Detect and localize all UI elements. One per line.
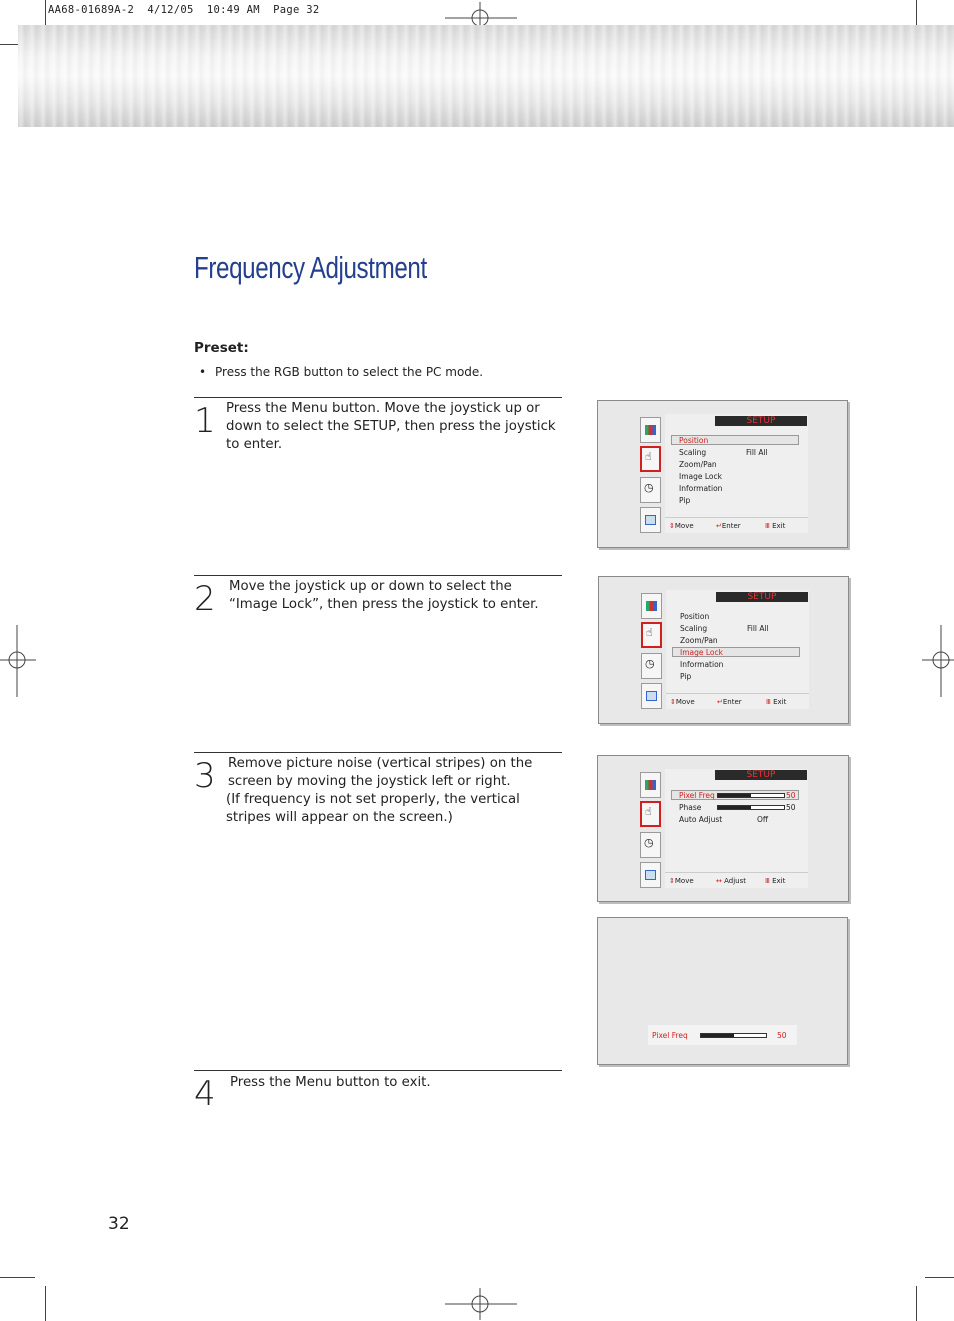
menu-item-position[interactable]: Position (680, 612, 710, 621)
leftright-icon: ↔ (716, 877, 722, 885)
step-number: 4 (194, 1074, 216, 1114)
menu-item-pixel-freq[interactable]: Pixel Freq (679, 791, 715, 800)
crop-mark (925, 1277, 954, 1278)
crop-mark (45, 1286, 46, 1321)
preset-bullet (199, 365, 483, 379)
print-slug: AA68-01689A-2 4/12/05 10:49 AM Page 32 (48, 4, 320, 16)
step-text: Remove picture noise (vertical stripes) on the screen by moving the joystick left or right. (228, 756, 533, 789)
menu-item-pip[interactable]: Pip (679, 496, 691, 505)
osd-screen-image-lock (597, 755, 849, 902)
picture-menu-icon (640, 417, 661, 443)
osd-screen-setup (597, 400, 848, 548)
setup-menu-icon: ☝ (640, 801, 661, 827)
pip-menu-icon (641, 683, 662, 709)
updown-icon: ⇕ (669, 877, 675, 885)
registration-mark-icon (0, 625, 36, 697)
step-text: Move the joystick up or down to select the “Image Lock”, then press the joystick to enter. (229, 579, 539, 612)
picture-menu-icon (641, 593, 662, 619)
setup-menu-icon: ☝ (641, 622, 662, 648)
menu-item-zoom-pan[interactable]: Zoom/Pan (679, 460, 717, 469)
menu-item-information[interactable]: Information (679, 484, 723, 493)
menu-item-image-lock[interactable]: Image Lock (680, 648, 723, 657)
step-note: (If frequency is not set properly, the vertical stripes will appear on the screen.) (226, 792, 520, 825)
footer-enter: ↵Enter (717, 698, 742, 706)
footer-move: ⇕Move (670, 698, 695, 706)
adjust-bar (648, 1025, 797, 1045)
crop-mark (0, 1277, 35, 1278)
scaling-value: Fill All (747, 624, 769, 633)
exit-icon: Ⅲ (765, 522, 770, 530)
adjust-value: 50 (777, 1031, 787, 1040)
pixel-freq-value: 50 (786, 791, 796, 800)
setup-menu-icon: ☝ (640, 446, 661, 472)
page-number: 32 (108, 1214, 130, 1234)
menu-item-image-lock[interactable]: Image Lock (679, 472, 722, 481)
footer-enter: ↵Enter (716, 522, 741, 530)
preset-bullet-text: Press the RGB button to select the PC mode. (215, 365, 484, 379)
step-divider (194, 752, 562, 753)
pixel-freq-slider[interactable] (717, 793, 785, 798)
step-number: 3 (194, 756, 216, 796)
clock-menu-icon: ◷ (641, 653, 662, 679)
registration-mark-icon (922, 625, 954, 697)
exit-icon: Ⅲ (766, 698, 771, 706)
enter-icon: ↵ (717, 698, 723, 706)
exit-icon: Ⅲ (765, 877, 770, 885)
menu-item-information[interactable]: Information (680, 660, 724, 669)
page-title: Frequency Adjustment (194, 250, 427, 285)
footer-exit: Ⅲ Exit (765, 877, 786, 885)
pip-menu-icon (640, 862, 661, 888)
registration-mark-icon (445, 1288, 517, 1320)
adjust-slider[interactable] (700, 1033, 767, 1038)
header-banner (18, 25, 954, 127)
pip-menu-icon (640, 507, 661, 533)
menu-header: SETUP (715, 416, 807, 426)
menu-item-auto-adjust[interactable]: Auto Adjust (679, 815, 723, 824)
footer-move: ⇕Move (669, 522, 694, 530)
footer-exit: Ⅲ Exit (765, 522, 786, 530)
bullet-icon: • (199, 365, 207, 379)
osd-screen-setup (598, 576, 849, 724)
auto-adjust-value: Off (757, 815, 769, 824)
updown-icon: ⇕ (670, 698, 676, 706)
osd-screen-adjust (597, 917, 848, 1065)
menu-item-pip[interactable]: Pip (680, 672, 692, 681)
menu-header: SETUP (715, 770, 807, 780)
crop-mark (916, 1286, 917, 1321)
step-text: Press the Menu button. Move the joystick up or down to select the SETUP, then press the joystick to enter. (226, 401, 556, 452)
step-divider (194, 397, 562, 398)
clock-menu-icon: ◷ (640, 477, 661, 503)
footer-exit: Ⅲ Exit (766, 698, 787, 706)
step-text: Press the Menu button to exit. (230, 1075, 431, 1090)
footer-move: ⇕Move (669, 877, 694, 885)
updown-icon: ⇕ (669, 522, 675, 530)
menu-header: SETUP (716, 592, 808, 602)
menu-item-position[interactable]: Position (679, 436, 709, 445)
step-number: 2 (194, 579, 216, 619)
step-divider (194, 1070, 562, 1071)
phase-slider[interactable] (717, 805, 785, 810)
phase-value: 50 (786, 803, 796, 812)
adjust-label: Pixel Freq (652, 1031, 688, 1040)
menu-item-scaling[interactable]: Scaling (679, 448, 707, 457)
scaling-value: Fill All (746, 448, 768, 457)
footer-adjust: ↔ Adjust (716, 877, 746, 885)
preset-heading: Preset: (194, 340, 249, 356)
menu-item-zoom-pan[interactable]: Zoom/Pan (680, 636, 718, 645)
step-divider (194, 575, 562, 576)
picture-menu-icon (640, 772, 661, 798)
clock-menu-icon: ◷ (640, 832, 661, 858)
enter-icon: ↵ (716, 522, 722, 530)
menu-item-scaling[interactable]: Scaling (680, 624, 708, 633)
menu-item-phase[interactable]: Phase (679, 803, 702, 812)
step-number: 1 (194, 401, 216, 441)
